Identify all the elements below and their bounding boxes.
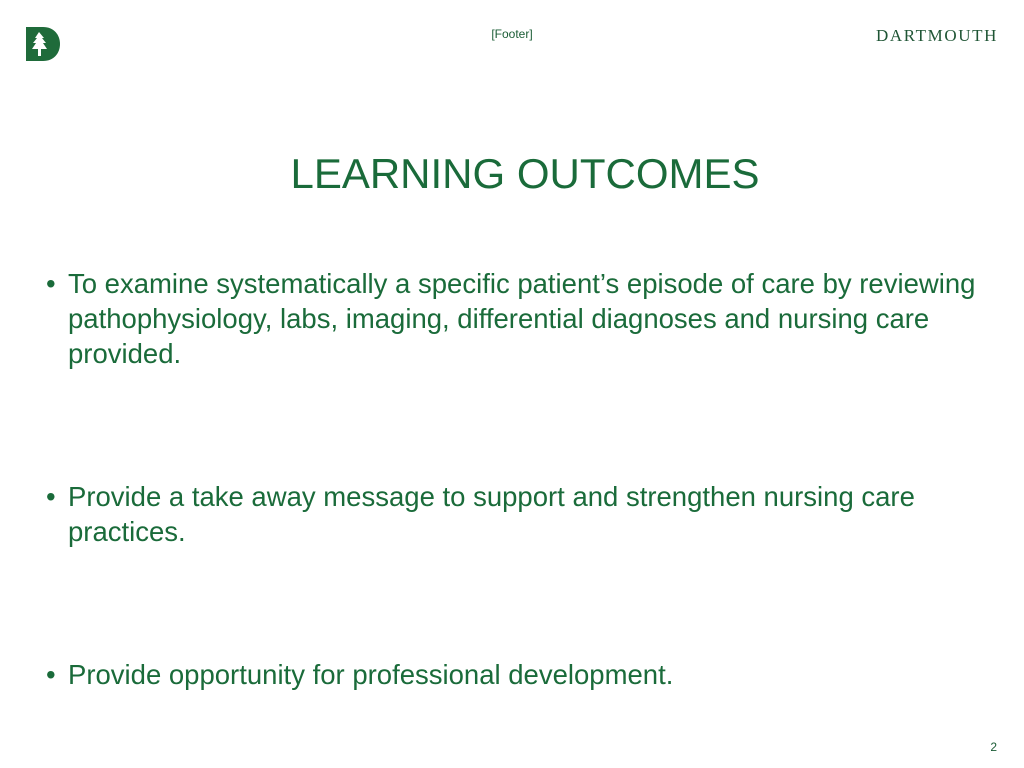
slide-title: LEARNING OUTCOMES — [290, 150, 760, 197]
bullet-text: Provide opportunity for professional development. — [68, 659, 674, 690]
footer-placeholder: [Footer] — [491, 27, 533, 41]
dartmouth-wordmark: DARTMOUTH — [876, 26, 998, 45]
bullet-item — [46, 266, 996, 371]
bullet-item — [46, 657, 996, 692]
bullet-list — [46, 266, 996, 692]
bullet-text: To examine systematically a specific patient’s episode of care by reviewing pathophysiology, labs, imaging, differential diagnoses and nursing care provided. — [68, 268, 976, 369]
bullet-item — [46, 479, 996, 549]
bullet-dot: • — [46, 659, 56, 690]
bullet-dot: • — [46, 268, 56, 299]
bullet-dot: • — [46, 481, 56, 512]
bullet-text: Provide a take away message to support and strengthen nursing care practices. — [68, 481, 915, 547]
page-number: 2 — [990, 740, 997, 754]
